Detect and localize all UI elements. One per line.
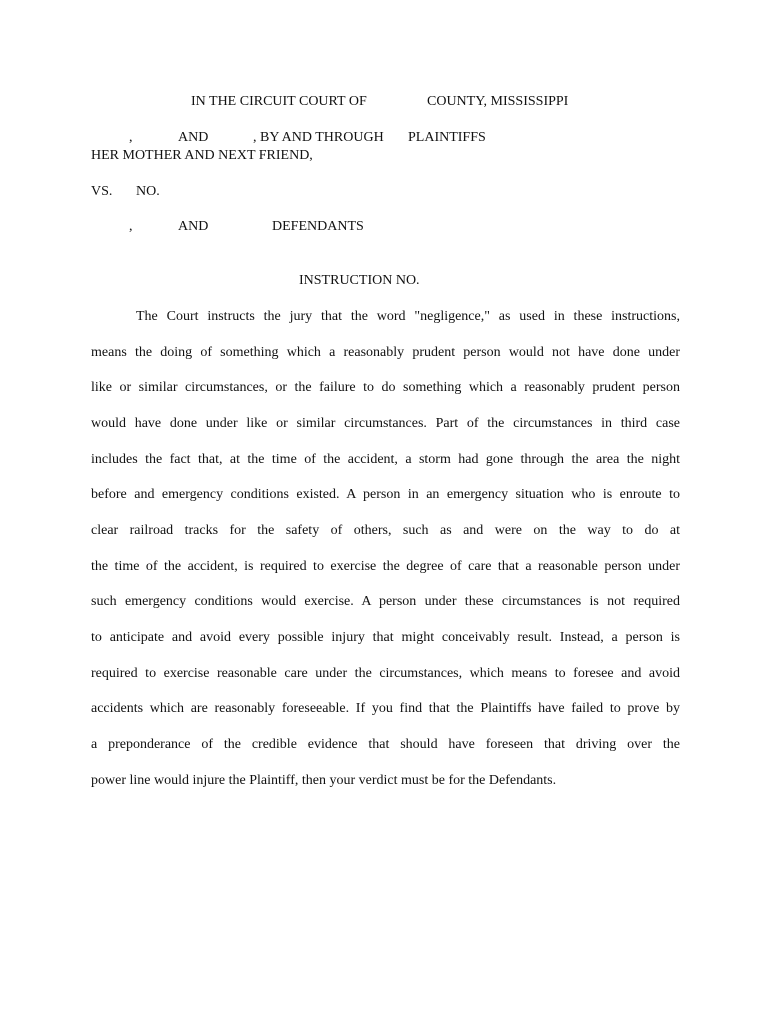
instruction-line: before and emergency conditions existed. A person in an emergency situation who is enroute to	[91, 487, 680, 502]
instruction-line: means the doing of something which a reasonably prudent person would not have done under	[91, 345, 680, 360]
instruction-line: to anticipate and avoid every possible injury that might conceivably result. Instead, a person is	[91, 630, 680, 645]
case-number-label: NO.	[136, 184, 160, 199]
instruction-line: power line would injure the Plaintiff, then your verdict must be for the Defendants.	[91, 773, 557, 788]
instruction-line: clear railroad tracks for the safety of others, such as and were on the way to do at	[91, 523, 680, 538]
plaintiff-next-friend: HER MOTHER AND NEXT FRIEND,	[91, 148, 313, 163]
instruction-line: the time of the accident, is required to exercise the degree of care that a reasonable person under	[91, 559, 680, 574]
plaintiff-by-and-through: , BY AND THROUGH	[253, 130, 384, 145]
court-heading-prefix: IN THE CIRCUIT COURT OF	[191, 94, 367, 109]
defendants-label: DEFENDANTS	[272, 219, 364, 234]
instruction-line: such emergency conditions would exercise. A person under these circumstances is not required	[91, 594, 680, 609]
instruction-line: includes the fact that, at the time of the accident, a storm had gone through the area the night	[91, 452, 680, 467]
instruction-line: The Court instructs the jury that the word "negligence," as used in these instructions,	[136, 309, 680, 324]
plaintiff-comma: ,	[129, 130, 133, 145]
instruction-line: like or similar circumstances, or the failure to do something which a reasonably prudent person	[91, 380, 680, 395]
court-heading-suffix: COUNTY, MISSISSIPPI	[427, 94, 569, 109]
defendant-comma: ,	[129, 219, 133, 234]
plaintiff-and: AND	[178, 130, 209, 145]
instruction-line: a preponderance of the credible evidence that should have foreseen that driving over the	[91, 737, 680, 752]
instruction-line: would have done under like or similar circumstances. Part of the circumstances in third case	[91, 416, 680, 431]
instruction-line: accidents which are reasonably foreseeable. If you find that the Plaintiffs have failed to prove by	[91, 701, 680, 716]
plaintiffs-label: PLAINTIFFS	[408, 130, 486, 145]
versus-label: VS.	[91, 184, 113, 199]
instruction-line: required to exercise reasonable care under the circumstances, which means to foresee and avoid	[91, 666, 680, 681]
instruction-title: INSTRUCTION NO.	[299, 273, 420, 288]
defendant-and: AND	[178, 219, 209, 234]
